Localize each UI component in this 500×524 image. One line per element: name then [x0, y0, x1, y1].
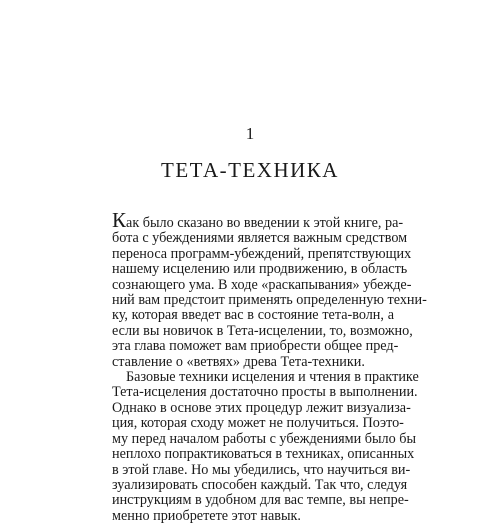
- paragraph-2-line: Базовые техники исцеления и чтения в практике: [126, 369, 419, 386]
- paragraph-2-line: инструкциям в удобном для вас темпе, вы непре-: [112, 492, 409, 509]
- paragraph-1-line-1: [112, 208, 404, 232]
- paragraph-2-line: ция, которая сходу может не получиться. Поэто-: [112, 415, 404, 432]
- paragraph-1-line: если вы новичок в Тета-исцелении, то, возможно,: [112, 322, 413, 339]
- paragraph-2-line: Однако в основе этих процедур лежит визуализа-: [112, 399, 411, 416]
- paragraph-1-line: ку, которая введет вас в состояние тета-волн, а: [112, 307, 394, 324]
- chapter-title: ТЕТА-ТЕХНИКА: [161, 158, 339, 182]
- drop-cap: К: [112, 208, 127, 232]
- paragraph-1-line: нашему исцелению или продвижению, в область: [112, 261, 408, 278]
- paragraph-2-line: менно приобретете этот навык.: [112, 507, 301, 524]
- paragraph-2-line: в этой главе. Но мы убедились, что научиться ви-: [112, 461, 411, 478]
- body-text: [112, 208, 427, 524]
- paragraph-1-line: бота с убеждениями является важным средством: [112, 230, 408, 247]
- paragraph-1-line: переноса программ-убеждений, препятствующих: [112, 245, 412, 262]
- paragraph-1-line: сознающего ума. В ходе «раскапывания» убежде-: [112, 276, 412, 293]
- paragraph-2-line: му перед началом работы с убеждениями было бы: [112, 430, 417, 447]
- paragraph-1-line: ний вам предстоит применять определенную техни-: [112, 292, 427, 309]
- paragraph-2-line: зуализировать способен каждый. Так что, следуя: [112, 476, 408, 493]
- paragraph-1-line: эта глава поможет вам приобрести общее пред-: [112, 338, 399, 355]
- paragraph-2-line: неплохо попрактиковаться в техниках, описанных: [112, 446, 415, 463]
- chapter-number: 1: [245, 124, 255, 143]
- paragraph-2-line: Тета-исцеления достаточно просты в выполнении.: [112, 384, 418, 401]
- paragraph-1-first-line-text: ак было сказано во введении к этой книге, ра-: [126, 215, 404, 231]
- paragraph-1-line: ставление о «ветвях» древа Тета-техники.: [112, 353, 365, 370]
